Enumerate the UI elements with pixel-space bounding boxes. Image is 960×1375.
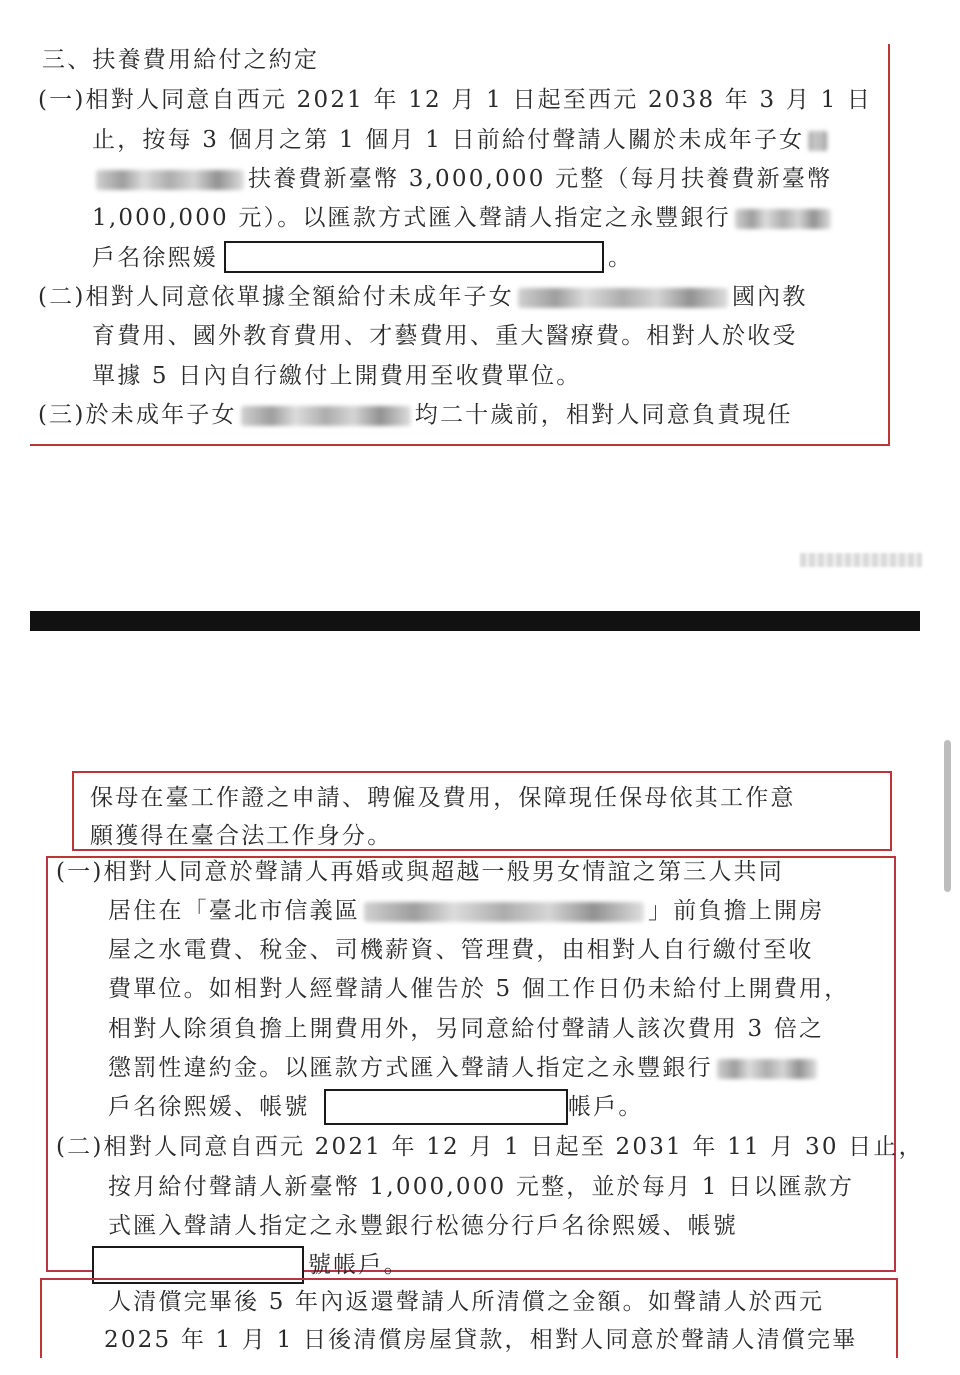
scrollbar-thumb[interactable] (944, 740, 951, 892)
box-3-line-1: 人清償完畢後 5 年內返還聲請人所清償之金額。如聲請人於西元 (108, 1289, 825, 1315)
red-box-3-left (40, 1278, 42, 1358)
box-1-line-1: 保母在臺工作證之申請、聘僱及費用，保障現任保母依其工作意 (90, 785, 796, 811)
clause-1b-line-7 (108, 1091, 310, 1123)
redacted-account-box (224, 241, 604, 273)
clause-2b-line-3: 式匯入聲請人指定之永豐銀行松德分行戶名徐熙媛、帳號 (108, 1213, 738, 1239)
redacted-branch (717, 1059, 817, 1079)
box-3-line-2: 2025 年 1 月 1 日後清償房屋貸款，相對人同意於聲請人清償完畢 (104, 1327, 858, 1353)
clause-1b-line-2-end: 」前負擔上開房 (648, 898, 825, 924)
clause-1b-line-7-end: 帳戶。 (568, 1094, 644, 1120)
clause-2-line-1-end: 國內教 (731, 284, 808, 310)
clause-1b-line-2 (108, 895, 824, 927)
redacted-branch (735, 209, 831, 229)
redacted-account-box (324, 1089, 568, 1125)
redacted-name (808, 131, 828, 151)
clause-2b-line-1: (二)相對人同意自西元 2021 年 12 月 1 日起至 2031 年 11 月 30 日止， (56, 1134, 924, 1160)
clause-1b-line-5: 相對人除須負擔上開費用外，另同意給付聲請人該次費用 3 倍之 (108, 1016, 825, 1042)
red-box-3-right (896, 1278, 898, 1358)
clause-3-line-1-text: (三)於未成年子女 (38, 402, 237, 428)
clause-1b-line-1: (一)相對人同意於聲請人再婚或與超越一般男女情誼之第三人共同 (56, 859, 784, 885)
clause-1-line-4-text: 1,000,000 元）。以匯款方式匯入聲請人指定之永豐銀行 (92, 205, 731, 231)
clause-2-line-1-text: (二)相對人同意依單據全額給付未成年子女 (38, 284, 514, 310)
clause-1-line-4 (92, 202, 835, 234)
clause-1-line-5 (92, 242, 218, 274)
clause-1b-line-3: 屋之水電費、稅金、司機薪資、管理費，由相對人自行繳付至收 (108, 937, 814, 963)
section-heading: 三、扶養費用給付之約定 (42, 47, 320, 73)
redacted-name (96, 170, 244, 190)
red-margin-bottom (30, 444, 890, 446)
clause-2-line-3: 單據 5 日內自行繳付上開費用至收費單位。 (92, 363, 582, 389)
clause-2b-line-2: 按月給付聲請人新臺幣 1,000,000 元整，並於每月 1 日以匯款方 (108, 1174, 855, 1200)
box-1-line-2: 願獲得在臺合法工作身分。 (90, 823, 393, 849)
redacted-address (364, 902, 644, 922)
clause-1-line-2 (92, 124, 832, 156)
red-box-3-top (40, 1278, 898, 1280)
clause-3-line-1-end: 均二十歲前，相對人同意負責現任 (414, 402, 793, 428)
clause-1b-line-6 (108, 1052, 821, 1084)
clause-1-line-3-text: 扶養費新臺幣 3,000,000 元整（每月扶養費新臺幣 (248, 166, 833, 192)
watermark (800, 553, 922, 567)
clause-3-line-1 (38, 399, 793, 431)
redacted-children-names (518, 288, 728, 308)
divider-bar (30, 611, 920, 631)
clause-1b-line-4: 費單位。如相對人經聲請人催告於 5 個工作日仍未給付上開費用， (108, 976, 850, 1002)
clause-1-line-3 (92, 163, 832, 195)
clause-1-line-2-text: 止，按每 3 個月之第 1 個月 1 日前給付聲請人關於未成年子女 (92, 127, 805, 153)
red-margin-right (888, 44, 890, 446)
clause-2-line-1 (38, 281, 808, 313)
account-holder-label: 戶名徐熙媛 (92, 245, 218, 271)
clause-2-line-2: 育費用、國外教育費用、才藝費用、重大醫療費。相對人於收受 (92, 323, 798, 349)
clause-1-line-5-end: 。 (608, 245, 634, 271)
redacted-children-names (241, 406, 411, 426)
clause-1b-line-6-text: 懲罰性違約金。以匯款方式匯入聲請人指定之永豐銀行 (108, 1055, 713, 1081)
clause-2b-line-4-end: 號帳戶。 (308, 1252, 409, 1278)
account-label: 戶名徐熙媛、帳號 (108, 1094, 310, 1120)
clause-1-line-1: (一)相對人同意自西元 2021 年 12 月 1 日起至西元 2038 年 3 月 1 日 (38, 87, 873, 113)
clause-1b-line-2-text: 居住在「臺北市信義區 (108, 898, 360, 924)
